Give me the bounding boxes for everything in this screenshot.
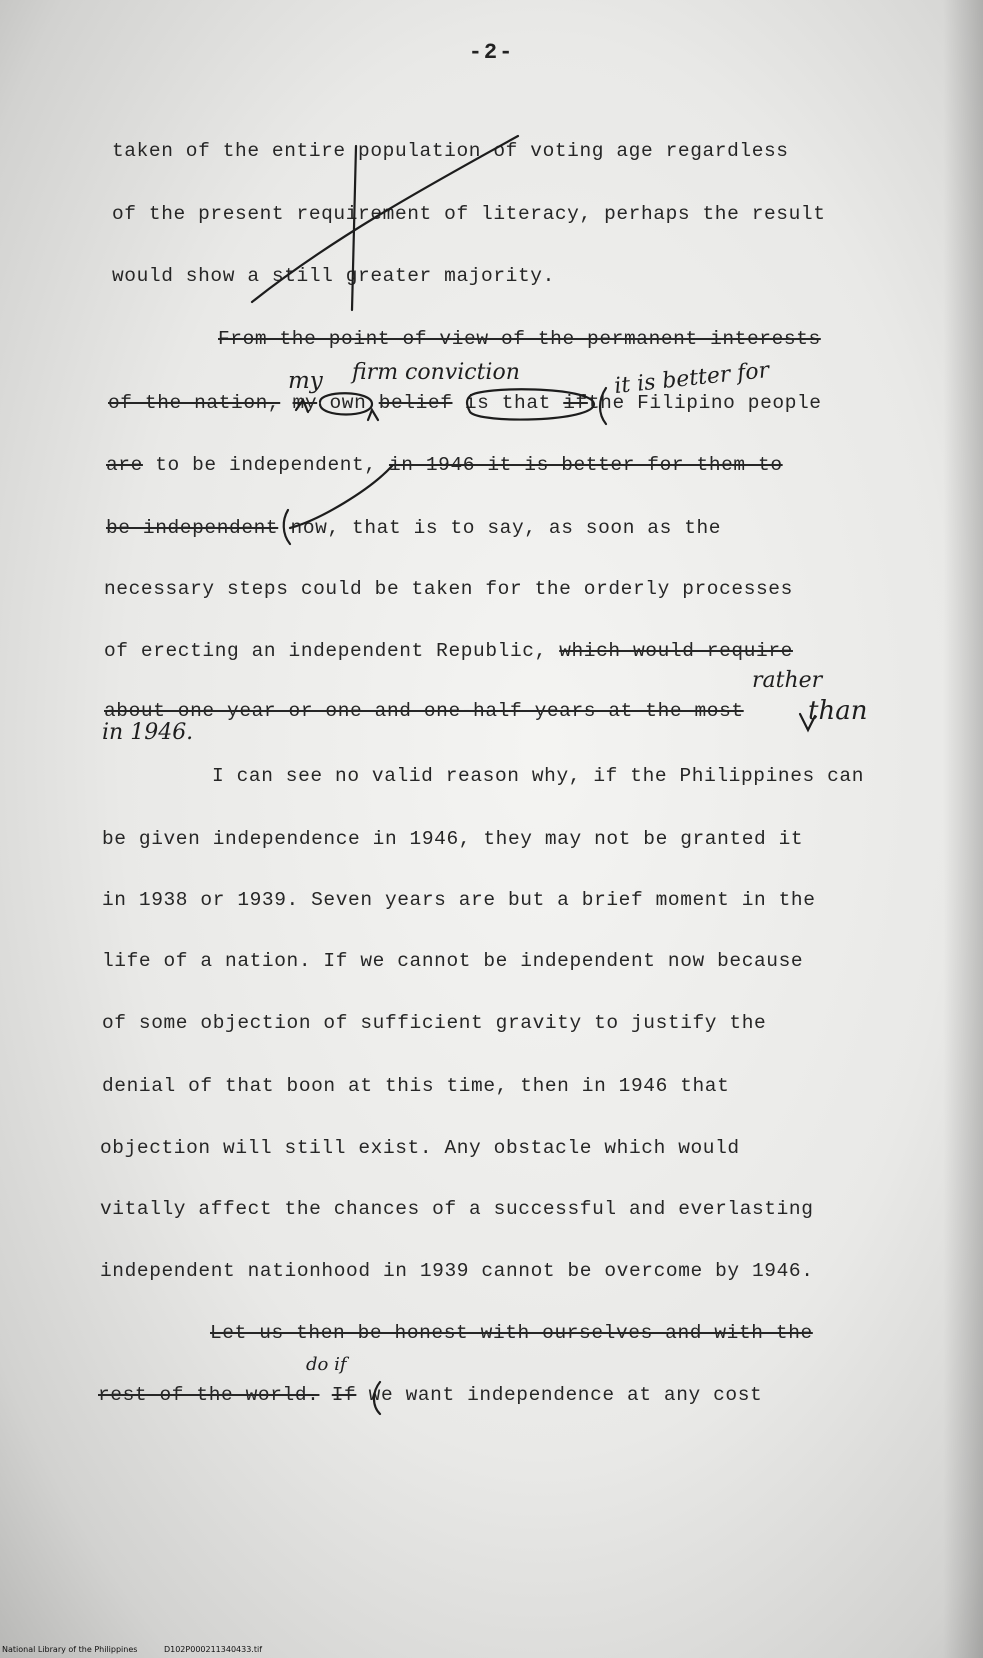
struck-if-capital: If (331, 1384, 357, 1406)
struck-which-would-require: which would require (559, 640, 793, 662)
struck-if: if (563, 392, 588, 414)
text-line-12: be given independence in 1946, they may not be granted it (102, 828, 804, 850)
circled-own: own (329, 392, 367, 414)
text-line-16: denial of that boon at this time, then in 1946 that (102, 1075, 730, 1097)
struck-line-20: Let us then be honest with ourselves and with the (210, 1322, 813, 1344)
text-line-14: life of a nation. If we cannot be independent now because (102, 950, 804, 972)
struck-line-10: about one year or one and one-half years at the most (104, 700, 744, 722)
text-line-21 (98, 1384, 762, 1406)
text-line-7 (106, 517, 721, 539)
page-number: -2- (468, 40, 515, 65)
text-line-13: in 1938 or 1939. Seven years are but a brief moment in the (102, 889, 816, 911)
footer-institution: National Library of the Philippines (2, 1645, 138, 1654)
struck-belief: belief (378, 392, 453, 414)
handwritten-firm-conviction: firm conviction (352, 360, 520, 385)
text-line-18: vitally affect the chances of a successful and everlasting (100, 1198, 814, 1220)
we-want-independence: we want independence at any cost (368, 1384, 763, 1406)
text-line-2: of the present requirement of literacy, perhaps the result (112, 203, 826, 225)
handwritten-do-if: do if (306, 1354, 347, 1375)
of-erecting: of erecting an independent Republic, (104, 640, 547, 662)
handwritten-than: than (808, 696, 868, 726)
text-line-8: necessary steps could be taken for the orderly processes (104, 578, 793, 600)
circled-is-that: is that (464, 392, 551, 414)
struck-rest-of-the-world: rest of the world. (98, 1384, 320, 1406)
text-line-5 (108, 392, 822, 414)
text-line-19: independent nationhood in 1939 cannot be overcome by 1946. (100, 1260, 814, 1282)
handwritten-my: my (288, 368, 323, 394)
to-be-independent: to be independent, (155, 454, 377, 476)
struck-of-the-nation: of the nation, (108, 392, 281, 414)
page-edge-shadow (943, 0, 983, 1658)
now-that-is: now, that is to say, as soon as the (290, 517, 722, 539)
the-filipino-people: the Filipino people (587, 392, 822, 414)
struck-be-independent: be independent (106, 517, 279, 539)
text-line-9 (104, 640, 793, 662)
text-line-15: of some objection of sufficient gravity to justify the (102, 1012, 767, 1034)
text-line-6 (106, 454, 783, 476)
footer-file-id: D102P000211340433.tif (163, 1645, 263, 1654)
struck-line-4: From the point of view of the permanent interests (218, 328, 821, 350)
struck-are: are (106, 454, 143, 476)
text-line-1: taken of the entire population of voting age regardless (112, 140, 789, 162)
text-line-17: objection will still exist. Any obstacle which would (100, 1137, 740, 1159)
handwritten-it-is-better-for: it is better for (613, 357, 771, 400)
text-line-11: I can see no valid reason why, if the Philippines can (212, 765, 865, 787)
struck-in-1946: in 1946 it is better for them to (388, 454, 783, 476)
struck-my: my (292, 392, 318, 414)
scan-footer (2, 1645, 286, 1654)
handwritten-rather: rather (752, 668, 823, 693)
handwritten-in-1946: in 1946. (102, 720, 194, 745)
text-line-3: would show a still greater majority. (112, 265, 555, 287)
